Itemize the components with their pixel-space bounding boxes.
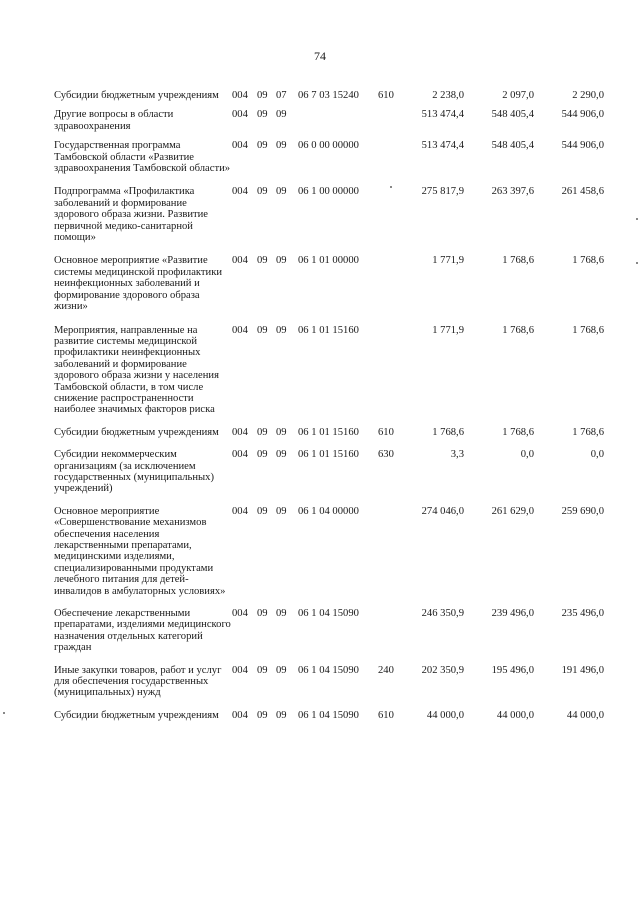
row-name: Субсидии бюджетным учреждениям <box>54 426 219 438</box>
row-value-year3: 261 458,6 <box>561 186 604 198</box>
row-ved: 004 <box>232 505 248 517</box>
row-value-year2: 1 768,6 <box>502 255 534 267</box>
row-rz: 09 <box>257 426 268 438</box>
table-row <box>54 255 614 312</box>
row-value-year3: 1 768,6 <box>572 255 604 267</box>
row-value-year3: 235 496,0 <box>561 608 604 620</box>
row-value-year1: 275 817,9 <box>421 186 464 198</box>
row-csr: 06 1 01 15160 <box>298 449 359 461</box>
row-pr: 09 <box>276 664 287 676</box>
row-ved: 004 <box>232 255 248 267</box>
row-rz: 09 <box>257 109 268 121</box>
row-value-year2: 195 496,0 <box>491 664 534 676</box>
row-rz: 09 <box>257 505 268 517</box>
row-ved: 004 <box>232 324 248 336</box>
row-ved: 004 <box>232 140 248 152</box>
row-value-year3: 2 290,0 <box>572 90 604 101</box>
row-name: Обеспечение лекарственными препаратами, изделиями медицинского назначения отдельных категорий граждан <box>54 608 231 654</box>
row-vr: 610 <box>378 709 394 721</box>
row-name: Государственная программа Тамбовской области «Развитие здравоохранения Тамбовской области» <box>54 140 231 175</box>
row-value-year2: 2 097,0 <box>502 90 534 101</box>
row-value-year1: 274 046,0 <box>421 505 464 517</box>
row-vr: 630 <box>378 449 394 461</box>
table-row <box>54 665 614 699</box>
row-vr: 610 <box>378 426 394 438</box>
page-number: 74 <box>314 49 326 63</box>
row-ved: 004 <box>232 608 248 620</box>
row-value-year2: 263 397,6 <box>491 186 534 198</box>
row-rz: 09 <box>257 186 268 198</box>
row-pr: 09 <box>276 140 287 152</box>
row-rz: 09 <box>257 449 268 461</box>
row-value-year3: 44 000,0 <box>566 709 604 721</box>
row-value-year1: 2 238,0 <box>432 90 464 101</box>
row-csr: 06 1 01 15160 <box>298 426 359 438</box>
row-rz: 09 <box>257 608 268 620</box>
row-value-year1: 202 350,9 <box>421 664 464 676</box>
table-row <box>54 427 614 438</box>
table-row <box>54 325 614 416</box>
table-row <box>54 109 614 132</box>
row-vr: 240 <box>378 664 394 676</box>
row-value-year2: 1 768,6 <box>502 426 534 438</box>
row-value-year2: 261 629,0 <box>491 505 534 517</box>
row-ved: 004 <box>232 709 248 721</box>
row-value-year2: 44 000,0 <box>496 709 534 721</box>
row-value-year1: 246 350,9 <box>421 608 464 620</box>
row-pr: 09 <box>276 505 287 517</box>
row-pr: 09 <box>276 449 287 461</box>
table-row <box>54 506 614 597</box>
row-value-year2: 1 768,6 <box>502 324 534 336</box>
table-row <box>54 90 614 101</box>
row-ved: 004 <box>232 449 248 461</box>
row-pr: 09 <box>276 608 287 620</box>
scan-speck <box>636 218 638 220</box>
scan-speck <box>636 262 638 264</box>
row-value-year3: 0,0 <box>590 449 604 461</box>
row-ved: 004 <box>232 109 248 121</box>
row-csr: 06 1 04 15090 <box>298 664 359 676</box>
row-value-year1: 513 474,4 <box>421 140 464 152</box>
row-value-year1: 1 771,9 <box>432 255 464 267</box>
row-name: Субсидии некоммерческим организациям (за исключением государственных (муниципальных) учреждений) <box>54 449 214 495</box>
row-value-year2: 548 405,4 <box>491 109 534 121</box>
table-row <box>54 449 614 495</box>
row-pr: 09 <box>276 709 287 721</box>
row-value-year3: 191 496,0 <box>561 664 604 676</box>
row-csr: 06 0 00 00000 <box>298 140 359 152</box>
row-name: Субсидии бюджетным учреждениям <box>54 90 219 101</box>
scan-speck <box>390 186 392 188</box>
row-pr: 09 <box>276 109 287 121</box>
row-rz: 09 <box>257 664 268 676</box>
row-rz: 09 <box>257 90 268 101</box>
row-value-year1: 44 000,0 <box>426 709 464 721</box>
row-pr: 07 <box>276 90 287 101</box>
row-rz: 09 <box>257 324 268 336</box>
row-name: Иные закупки товаров, работ и услуг для обеспечения государственных (муниципальных) нужд <box>54 664 222 699</box>
row-value-year3: 1 768,6 <box>572 426 604 438</box>
table-row <box>54 710 614 721</box>
table-row <box>54 186 614 243</box>
row-csr: 06 1 04 15090 <box>298 709 359 721</box>
row-csr: 06 1 01 00000 <box>298 255 359 267</box>
budget-table <box>54 90 614 721</box>
row-value-year3: 1 768,6 <box>572 324 604 336</box>
row-rz: 09 <box>257 255 268 267</box>
table-row <box>54 140 614 174</box>
row-name: Другие вопросы в области здравоохранения <box>54 109 174 132</box>
row-value-year3: 544 906,0 <box>561 140 604 152</box>
row-ved: 004 <box>232 90 248 101</box>
row-csr: 06 1 04 15090 <box>298 608 359 620</box>
row-csr: 06 1 00 00000 <box>298 186 359 198</box>
row-csr: 06 1 01 15160 <box>298 324 359 336</box>
row-value-year2: 0,0 <box>520 449 534 461</box>
row-csr: 06 7 03 15240 <box>298 90 359 101</box>
row-value-year1: 513 474,4 <box>421 109 464 121</box>
row-pr: 09 <box>276 426 287 438</box>
scan-speck <box>3 712 5 714</box>
row-vr: 610 <box>378 90 394 101</box>
row-name: Основное мероприятие «Совершенствование механизмов обеспечения населения лекарственными препаратами, медицинскими изделиями, специализированными продуктами лечебного питания для детей-инвалидов в амбулаторных условиях» <box>54 505 226 597</box>
row-rz: 09 <box>257 140 268 152</box>
row-name: Субсидии бюджетным учреждениям <box>54 709 219 721</box>
row-pr: 09 <box>276 324 287 336</box>
row-ved: 004 <box>232 426 248 438</box>
row-ved: 004 <box>232 186 248 198</box>
row-name: Основное мероприятие «Развитие системы медицинской профилактики неинфекционных заболеваний и формирование здорового образа жизни» <box>54 255 223 313</box>
row-value-year1: 1 768,6 <box>432 426 464 438</box>
row-value-year2: 239 496,0 <box>491 608 534 620</box>
row-value-year3: 544 906,0 <box>561 109 604 121</box>
row-rz: 09 <box>257 709 268 721</box>
row-name: Подпрограмма «Профилактика заболеваний и формирование здорового образа жизни. Развитие первичной медико-санитарной помощи» <box>54 186 209 244</box>
table-row <box>54 608 614 654</box>
row-csr: 06 1 04 00000 <box>298 505 359 517</box>
row-pr: 09 <box>276 255 287 267</box>
row-value-year3: 259 690,0 <box>561 505 604 517</box>
row-value-year1: 3,3 <box>450 449 464 461</box>
row-name: Мероприятия, направленные на развитие системы медицинской профилактики неинфекционных заболеваний и формирование здорового образа жизни у населения Тамбовской области, в том числе снижение распространенности наиболее значимых факторов риска <box>54 324 219 416</box>
row-value-year2: 548 405,4 <box>491 140 534 152</box>
row-value-year1: 1 771,9 <box>432 324 464 336</box>
row-pr: 09 <box>276 186 287 198</box>
row-ved: 004 <box>232 664 248 676</box>
